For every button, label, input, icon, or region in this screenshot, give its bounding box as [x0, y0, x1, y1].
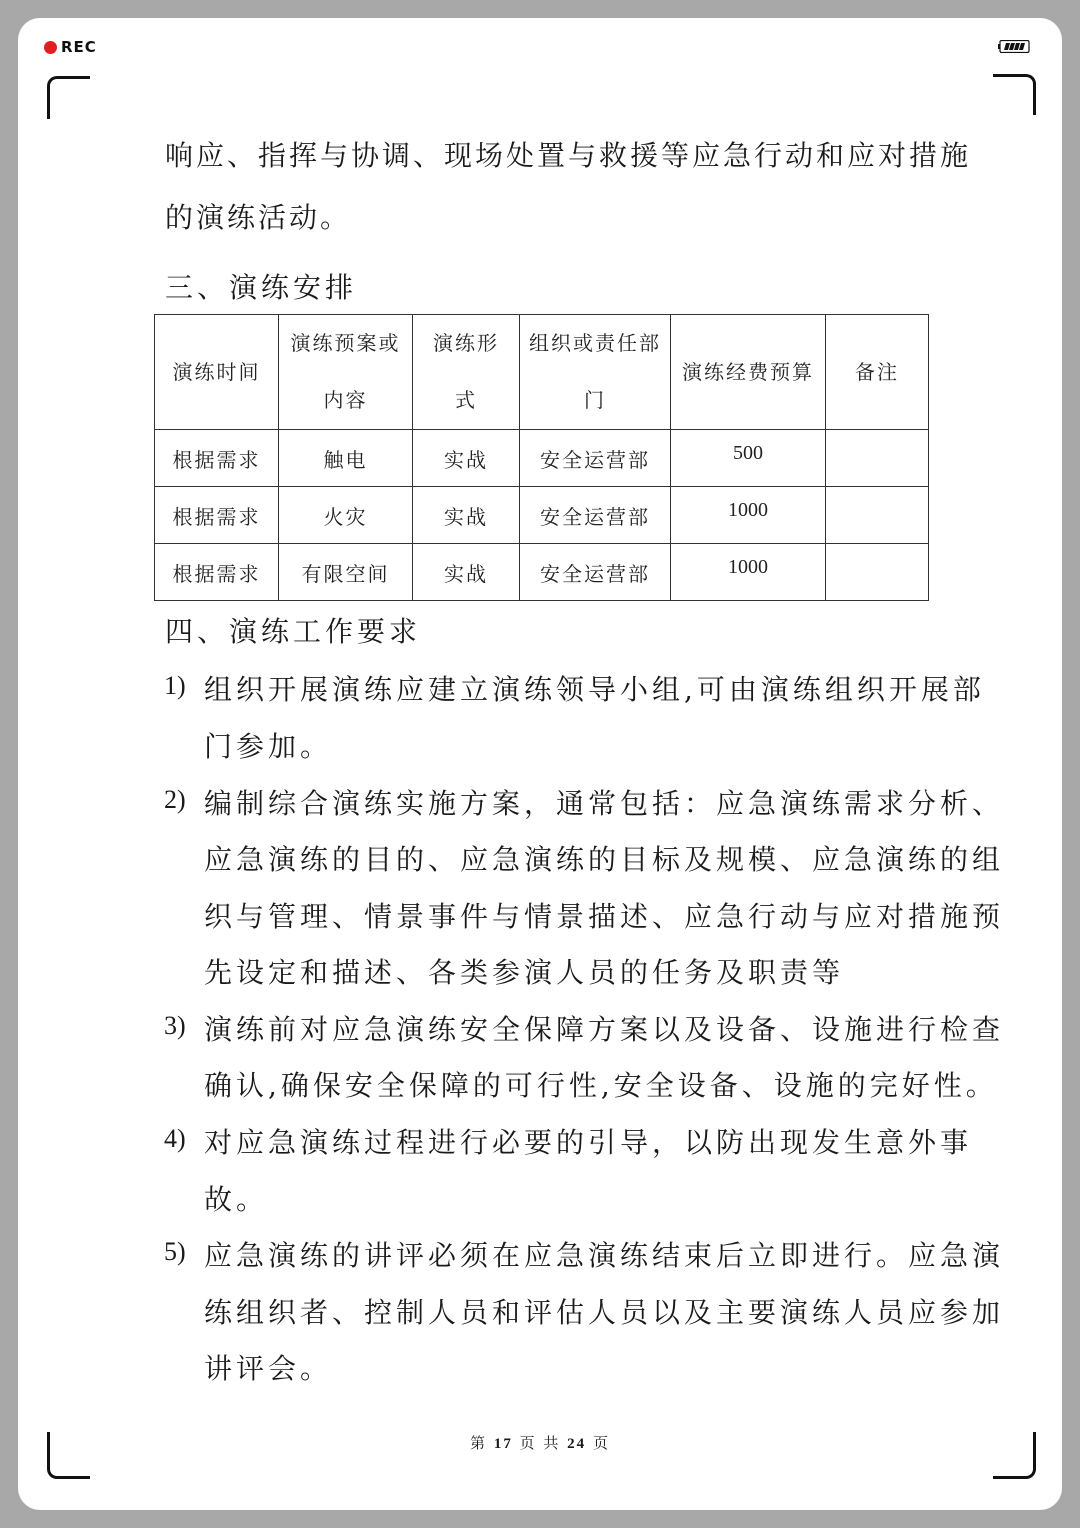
- viewfinder-corner-top-left: [47, 76, 90, 119]
- section-heading-arrangement: 三、演练安排: [165, 271, 358, 304]
- footer-prefix: 第: [470, 1434, 488, 1452]
- table-cell: 500: [671, 430, 826, 487]
- table-cell: 安全运营部: [520, 487, 671, 544]
- table-cell: [826, 487, 929, 544]
- intro-line-2: 的演练活动。: [165, 201, 352, 234]
- table-cell: 根据需求: [155, 430, 279, 487]
- list-item-line: 讲评会。: [204, 1352, 333, 1385]
- list-item-number: 4): [164, 1124, 186, 1153]
- footer-middle: 页 共: [519, 1434, 561, 1452]
- table-cell: 1000: [671, 487, 826, 544]
- section-heading-requirements: 四、演练工作要求: [165, 615, 422, 648]
- list-item-line: 练组织者、控制人员和评估人员以及主要演练人员应参加: [204, 1296, 1005, 1329]
- header-cell: 演练时间: [155, 315, 279, 430]
- list-item-line: 编制综合演练实施方案，通常包括：应急演练需求分析、: [204, 787, 1005, 820]
- table-cell: 根据需求: [155, 544, 279, 601]
- document-page: [18, 18, 1062, 1510]
- viewfinder-corner-top-right: [993, 74, 1036, 115]
- table-cell: 1000: [671, 544, 826, 601]
- list-item-number: 5): [164, 1237, 186, 1266]
- table-cell: 根据需求: [155, 487, 279, 544]
- list-item-line: 织与管理、情景事件与情景描述、应急行动与应对措施预: [204, 900, 1005, 933]
- current-page-number: 17: [493, 1436, 513, 1452]
- list-item-line: 应急演练的目的、应急演练的目标及规模、应急演练的组: [204, 843, 1005, 876]
- list-item-number: 1): [164, 671, 186, 700]
- footer-suffix: 页: [592, 1434, 610, 1452]
- header-cell: 组织或责任部 门: [520, 315, 671, 430]
- list-item-line: 演练前对应急演练安全保障方案以及设备、设施进行检查: [204, 1013, 1005, 1046]
- list-item-line: 组织开展演练应建立演练领导小组,可由演练组织开展部: [204, 673, 985, 706]
- list-item-number: 2): [164, 785, 186, 814]
- list-item-line: 应急演练的讲评必须在应急演练结束后立即进行。应急演: [204, 1239, 1005, 1272]
- total-page-count: 24: [567, 1436, 587, 1452]
- table-cell: [826, 430, 929, 487]
- table-cell: 安全运营部: [520, 544, 671, 601]
- table-row: [155, 544, 929, 601]
- table-cell: 实战: [413, 487, 520, 544]
- table-cell: 触电: [279, 430, 413, 487]
- rec-label: REC: [61, 38, 97, 56]
- table-row: [155, 487, 929, 544]
- page-footer: [0, 1432, 1080, 1453]
- list-item-line: 对应急演练过程进行必要的引导，以防出现发生意外事: [204, 1126, 973, 1159]
- list-item-line: 故。: [204, 1183, 269, 1216]
- record-dot-icon: [44, 41, 57, 54]
- recording-indicator: [44, 38, 97, 56]
- intro-line-1: 响应、指挥与协调、现场处置与救援等应急行动和应对措施: [165, 139, 972, 172]
- battery-icon: [998, 40, 1030, 53]
- table-cell: 实战: [413, 430, 520, 487]
- list-item-line: 先设定和描述、各类参演人员的任务及职责等: [204, 956, 845, 989]
- list-item-line: 门参加。: [204, 730, 333, 763]
- drill-schedule-table: [154, 314, 929, 601]
- list-item-number: 3): [164, 1011, 186, 1040]
- table-cell: 有限空间: [279, 544, 413, 601]
- table-cell: 火灾: [279, 487, 413, 544]
- table-cell: [826, 544, 929, 601]
- header-cell: 演练形 式: [413, 315, 520, 430]
- table-cell: 安全运营部: [520, 430, 671, 487]
- table-cell: 实战: [413, 544, 520, 601]
- list-item-line: 确认,确保安全保障的可行性,安全设备、设施的完好性。: [204, 1069, 998, 1102]
- header-cell: 备注: [826, 315, 929, 430]
- header-cell: 演练经费预算: [671, 315, 826, 430]
- header-cell: 演练预案或 内容: [279, 315, 413, 430]
- table-header-row: [155, 315, 929, 430]
- table-row: [155, 430, 929, 487]
